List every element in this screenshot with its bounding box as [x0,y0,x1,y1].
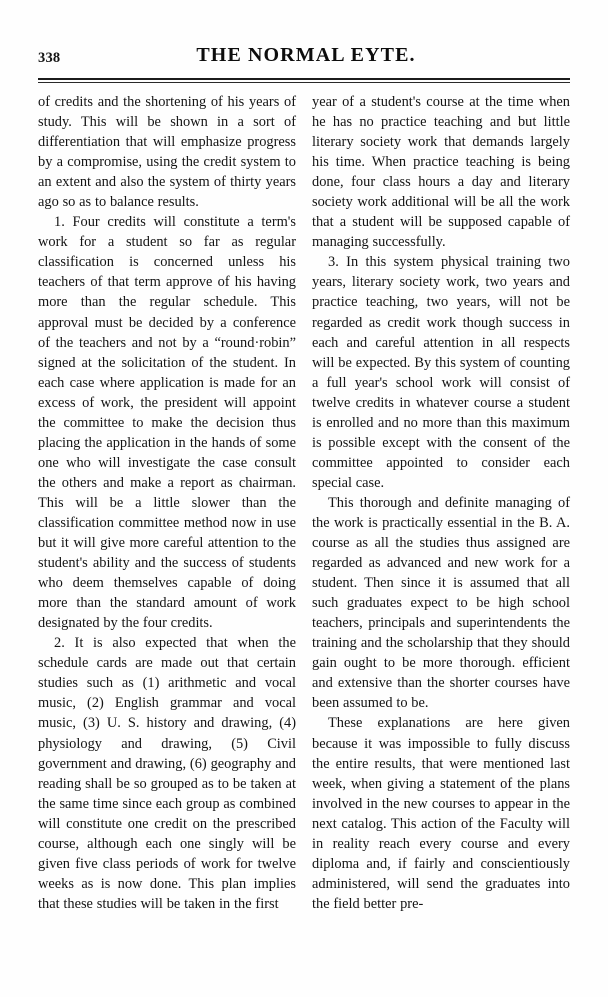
paragraph: year of a student's course at the time when he has no practice teaching and but little literary society work that demands largely his time. When practice teaching is being done, four class hours a day and literary society work additional will be all the work that a student will be supposed capable of managing successfully. [312,94,570,251]
paragraph: These explanations are here given because it was impossible to fully discuss the entire results, that were mentioned last week, when giving a statement of the plans involved in the new courses to appear in the next catalog. This action of the Faculty will in reality reach every course and every diploma and, if fairly and conscientiously administered, will send the graduates into the field better pre- [312,715,570,912]
rule-line-bottom [38,82,570,84]
left-column [38,92,296,914]
paragraph: of credits and the shortening of his years of study. This will be shown in a sort of differentiation that will emphasize progress by a compromise, using the credit system to an extent and also the system of thirty years ago so as to balance results. [38,94,296,211]
paragraph: This thorough and definite managing of the work is practically essential in the B. A. course as all the studies thus assigned are regarded as advanced and new work for a student. Then since it is assumed that all such graduates expect to be high school teachers, principals and superintendents the training and the scholarship that they should gain ought to be more thorough. efficient and extensive than the shorter courses have been assumed to be. [312,494,570,712]
paragraph: 2. It is also expected that when the schedule cards are made out that certain studies such as (1) arithmetic and vocal music, (2) English grammar and vocal music, (3) U. S. history and drawing, (4) physiology and drawing, (5) Civil government and drawing, (6) geography and reading shall be so grouped as to be taken at the same time since each group as combined will constitute one credit on the prescribed course, although each one singly will be given five class periods of work for twelve weeks as is now done. This plan implies that these studies will be taken in the first [38,635,296,912]
right-column [312,92,570,914]
paragraph: 3. In this system physical training two years, literary society work, two years and practice teaching, two years, will not be regarded as credit work though success in each and careful attention in all respects will be expected. By this system of counting a full year's school work will consist of twelve credits in whatever course a student is enrolled and no more than this maximum is possible except with the consent of the committee appointed to consider each special case. [312,254,570,491]
two-column-body [38,92,570,914]
running-head [38,44,570,70]
page-number: 338 [38,50,61,66]
rule-line-top [38,78,570,80]
publication-title: THE NORMAL EYTE. [196,44,416,66]
paragraph: 1. Four credits will constitute a term's work for a student so far as regular classification is concerned unless his teachers of that term approve of his having more than the regular schedule. This approval must be decided by a conference of the teachers and not by a “round·robin” signed at the solicitation of the student. In each case where application is made for an excess of work, the president will appoint the committee to make the decision thus placing the application in the hands of some one who will investigate the case consult the others and make a report as chairman. This will be a little slower than the classification committee method now in use but it will give more careful attention to the student's ability and the success of students who deem themselves capable of doing more than the standard amount of work designated by the four credits. [38,214,296,632]
header-divider-rule [38,78,570,83]
